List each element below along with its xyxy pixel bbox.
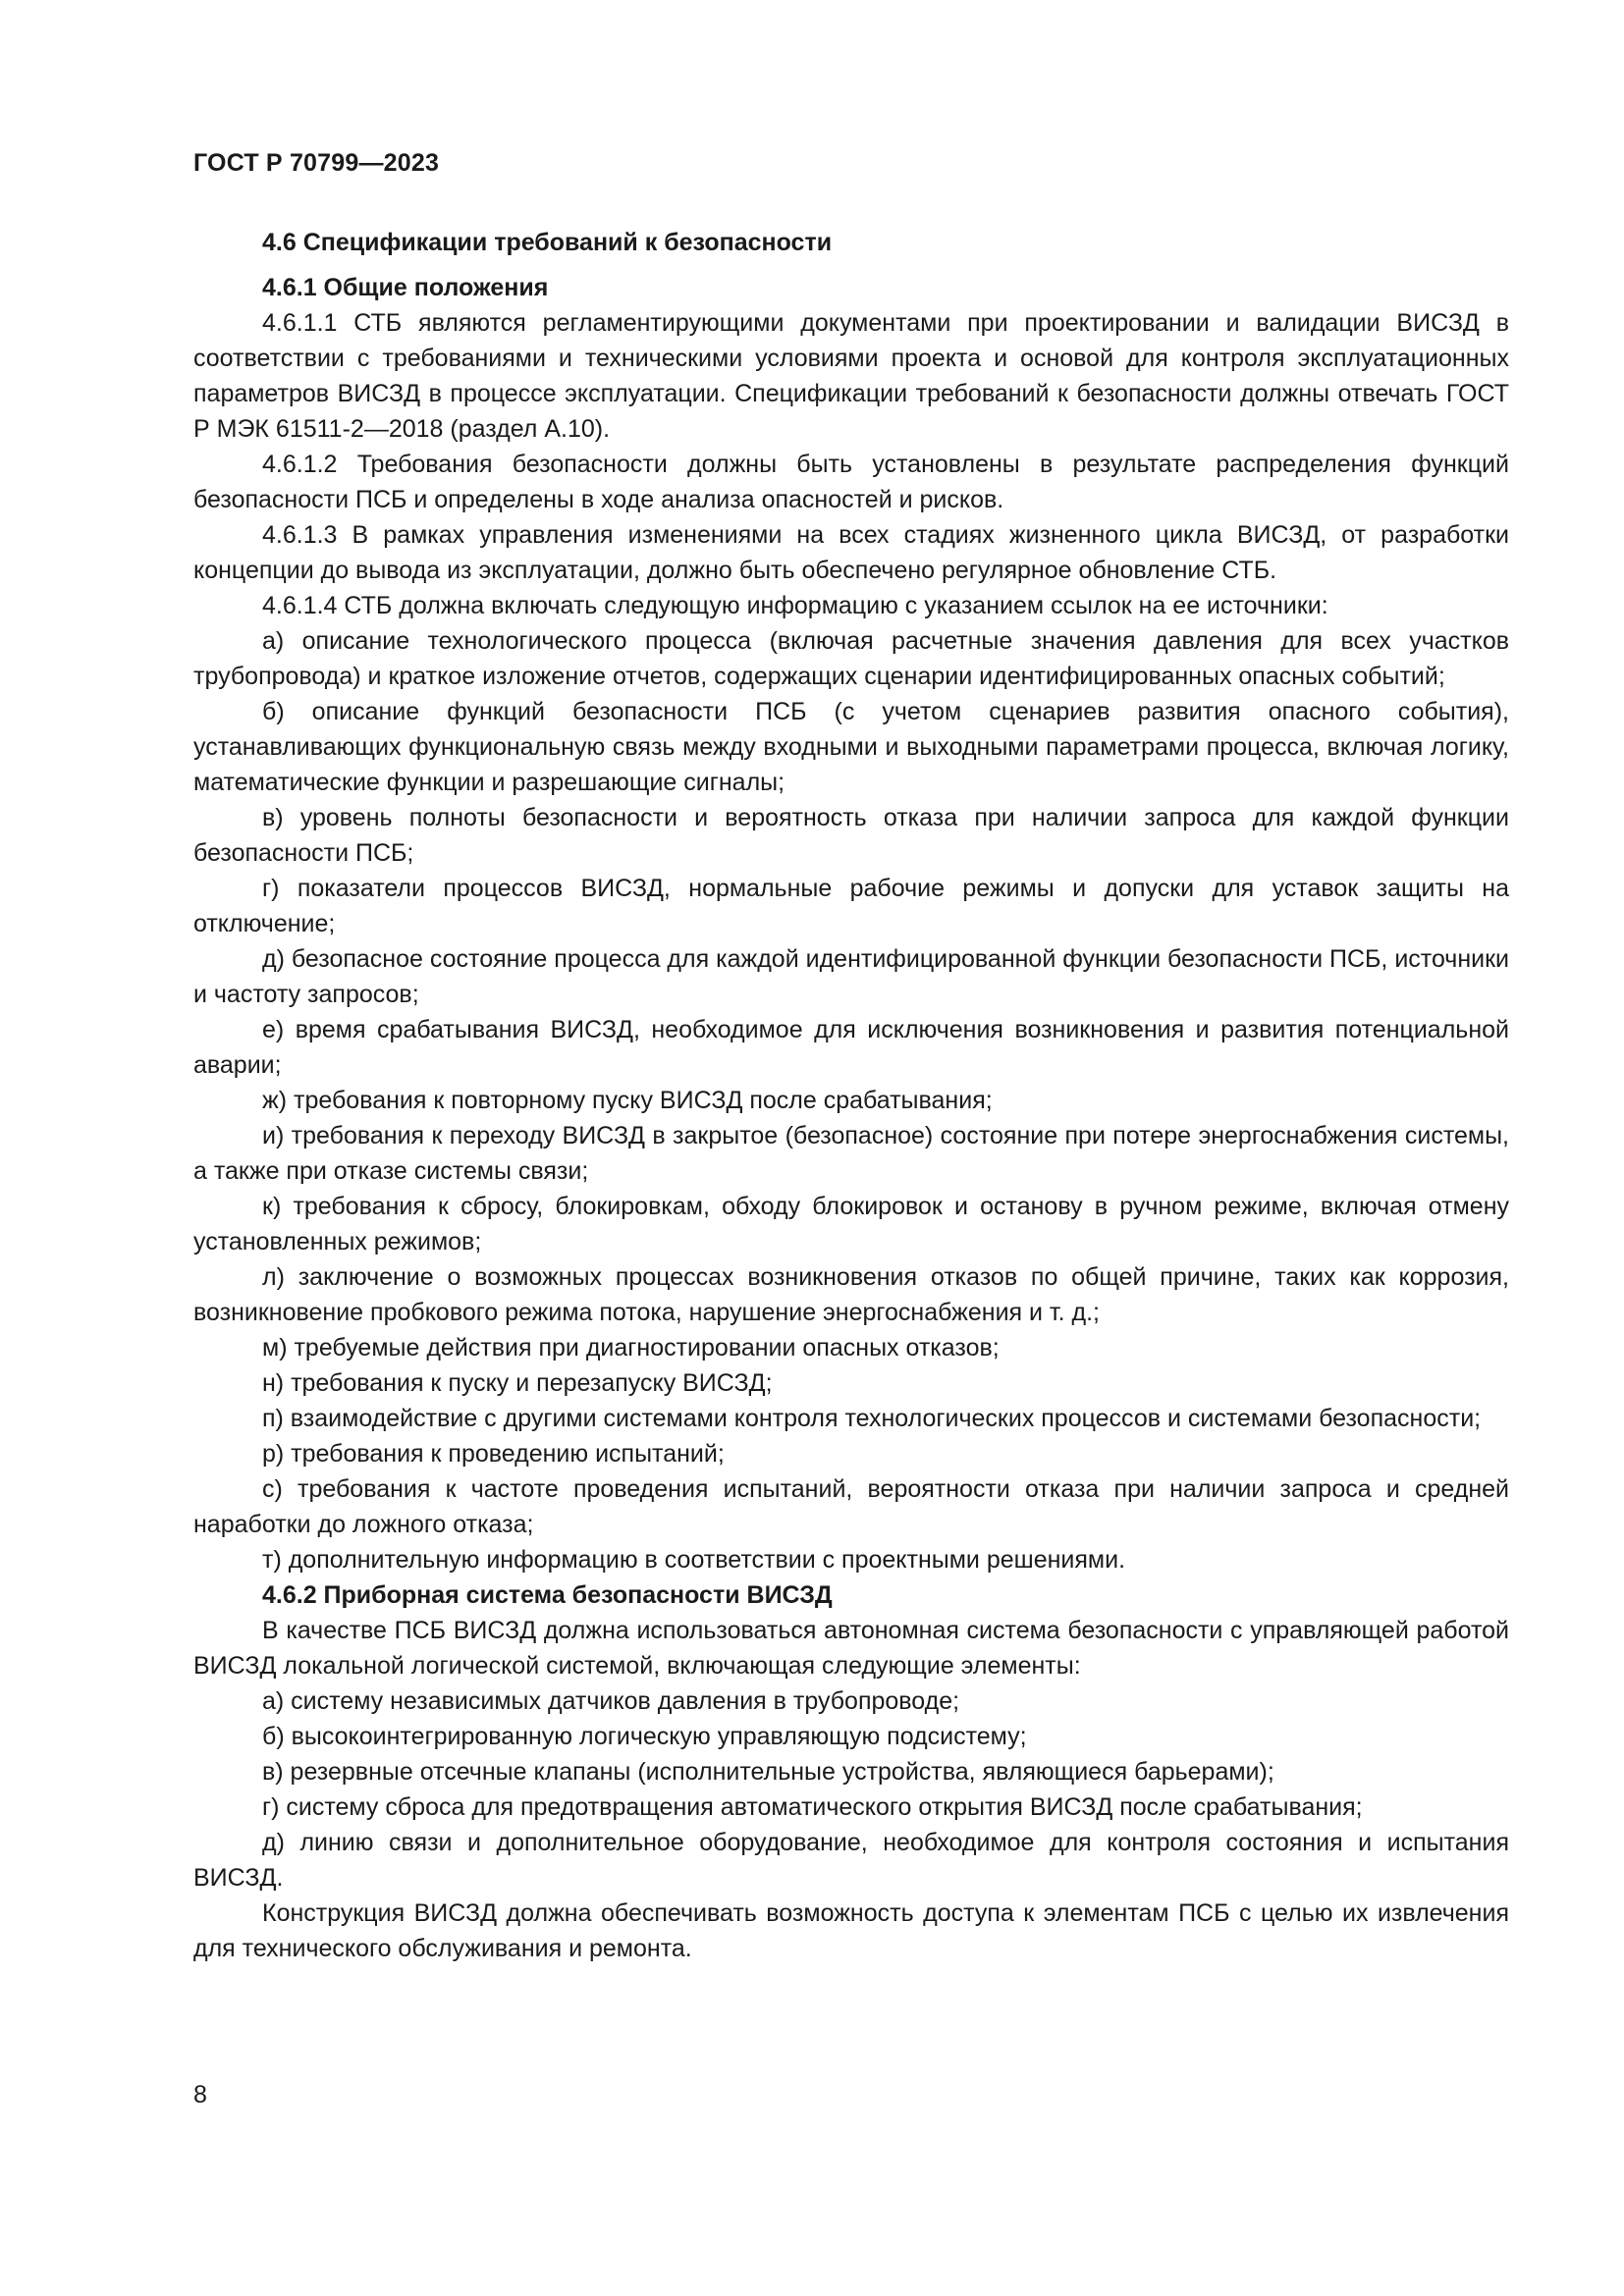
paragraph-4-6-1-3: 4.6.1.3 В рамках управления изменениями на всех стадиях жизненного цикла ВИСЗД, от разработки концепции до вывода из эксплуатации, должно быть обеспечено регулярное обновление СТБ.	[193, 521, 1509, 584]
list-item: л) заключение о возможных процессах возникновения отказов по общей причине, таких как коррозия, возникновение пробкового режима потока, нарушение энергоснабжения и т. д.;	[193, 1263, 1509, 1326]
list-item: м) требуемые действия при диагностировании опасных отказов;	[262, 1334, 1000, 1362]
list-item: к) требования к сбросу, блокировкам, обходу блокировок и останову в ручном режиме, включая отмену установленных режимов;	[193, 1193, 1509, 1255]
list-item: с) требования к частоте проведения испытаний, вероятности отказа при наличии запроса и средней наработки до ложного отказа;	[193, 1475, 1509, 1538]
subsection-heading-4-6-1: 4.6.1 Общие положения	[262, 274, 549, 301]
subsection-heading-4-6-2: 4.6.2 Приборная система безопасности ВИСЗД	[262, 1581, 833, 1609]
paragraph-4-6-1-2: 4.6.1.2 Требования безопасности должны быть установлены в результате распределения функций безопасности ПСБ и определены в ходе анализа опасностей и рисков.	[193, 451, 1509, 513]
list-item: д) линию связи и дополнительное оборудование, необходимое для контроля состояния и испытания ВИСЗД.	[193, 1829, 1509, 1892]
list-item: д) безопасное состояние процесса для каждой идентифицированной функции безопасности ПСБ, источники и частоту запросов;	[193, 945, 1509, 1008]
list-item: р) требования к проведению испытаний;	[262, 1440, 725, 1468]
page-number: 8	[193, 2081, 207, 2109]
document-body	[193, 225, 1509, 1966]
list-item: в) уровень полноты безопасности и вероятность отказа при наличии запроса для каждой функции безопасности ПСБ;	[193, 804, 1509, 867]
paragraph-4-6-1-4: 4.6.1.4 СТБ должна включать следующую информацию с указанием ссылок на ее источники:	[262, 592, 1328, 619]
list-item: и) требования к переходу ВИСЗД в закрытое (безопасное) состояние при потере энергоснабжения системы, а также при отказе системы связи;	[193, 1122, 1509, 1185]
list-item: н) требования к пуску и перезапуску ВИСЗД;	[262, 1369, 773, 1397]
list-item: г) показатели процессов ВИСЗД, нормальные рабочие режимы и допуски для уставок защиты на отключение;	[193, 875, 1509, 937]
paragraph-4-6-1-1: 4.6.1.1 СТБ являются регламентирующими документами при проектировании и валидации ВИСЗД в соответствии с требованиями и техническими условиями проекта и основой для контроля эксплуатационных параметров ВИСЗД в процессе эксплуатации. Спецификации требований к безопасности должны отвечать ГОСТ Р МЭК 61511-2—2018 (раздел А.10).	[193, 309, 1509, 443]
list-item: п) взаимодействие с другими системами контроля технологических процессов и системами безопасности;	[262, 1405, 1482, 1432]
list-item: в) резервные отсечные клапаны (исполнительные устройства, являющиеся барьерами);	[262, 1758, 1274, 1786]
paragraph-4-6-2-construction: Конструкция ВИСЗД должна обеспечивать возможность доступа к элементам ПСБ с целью их извлечения для технического обслуживания и ремонта.	[193, 1899, 1509, 1962]
list-item: а) описание технологического процесса (включая расчетные значения давления для всех участков трубопровода) и краткое изложение отчетов, содержащих сценарии идентифицированных опасных событий;	[193, 627, 1509, 690]
list-item: а) систему независимых датчиков давления в трубопроводе;	[262, 1687, 960, 1715]
list-item: б) высокоинтегрированную логическую управляющую подсистему;	[262, 1723, 1027, 1750]
list-item: т) дополнительную информацию в соответствии с проектными решениями.	[262, 1546, 1126, 1574]
list-item: ж) требования к повторному пуску ВИСЗД после срабатывания;	[262, 1087, 993, 1114]
paragraph-4-6-2-intro: В качестве ПСБ ВИСЗД должна использоваться автономная система безопасности с управляющей работой ВИСЗД локальной логической системой, включающая следующие элементы:	[193, 1617, 1509, 1680]
document-code-header: ГОСТ Р 70799—2023	[193, 149, 440, 177]
list-item: г) систему сброса для предотвращения автоматического открытия ВИСЗД после срабатывания;	[262, 1793, 1363, 1821]
section-heading-4-6: 4.6 Спецификации требований к безопасности	[262, 229, 833, 256]
list-item: е) время срабатывания ВИСЗД, необходимое для исключения возникновения и развития потенциальной аварии;	[193, 1016, 1509, 1079]
list-item: б) описание функций безопасности ПСБ (с учетом сценариев развития опасного события), устанавливающих функциональную связь между входными и выходными параметрами процесса, включая логику, математические функции и разрешающие сигналы;	[193, 698, 1509, 796]
